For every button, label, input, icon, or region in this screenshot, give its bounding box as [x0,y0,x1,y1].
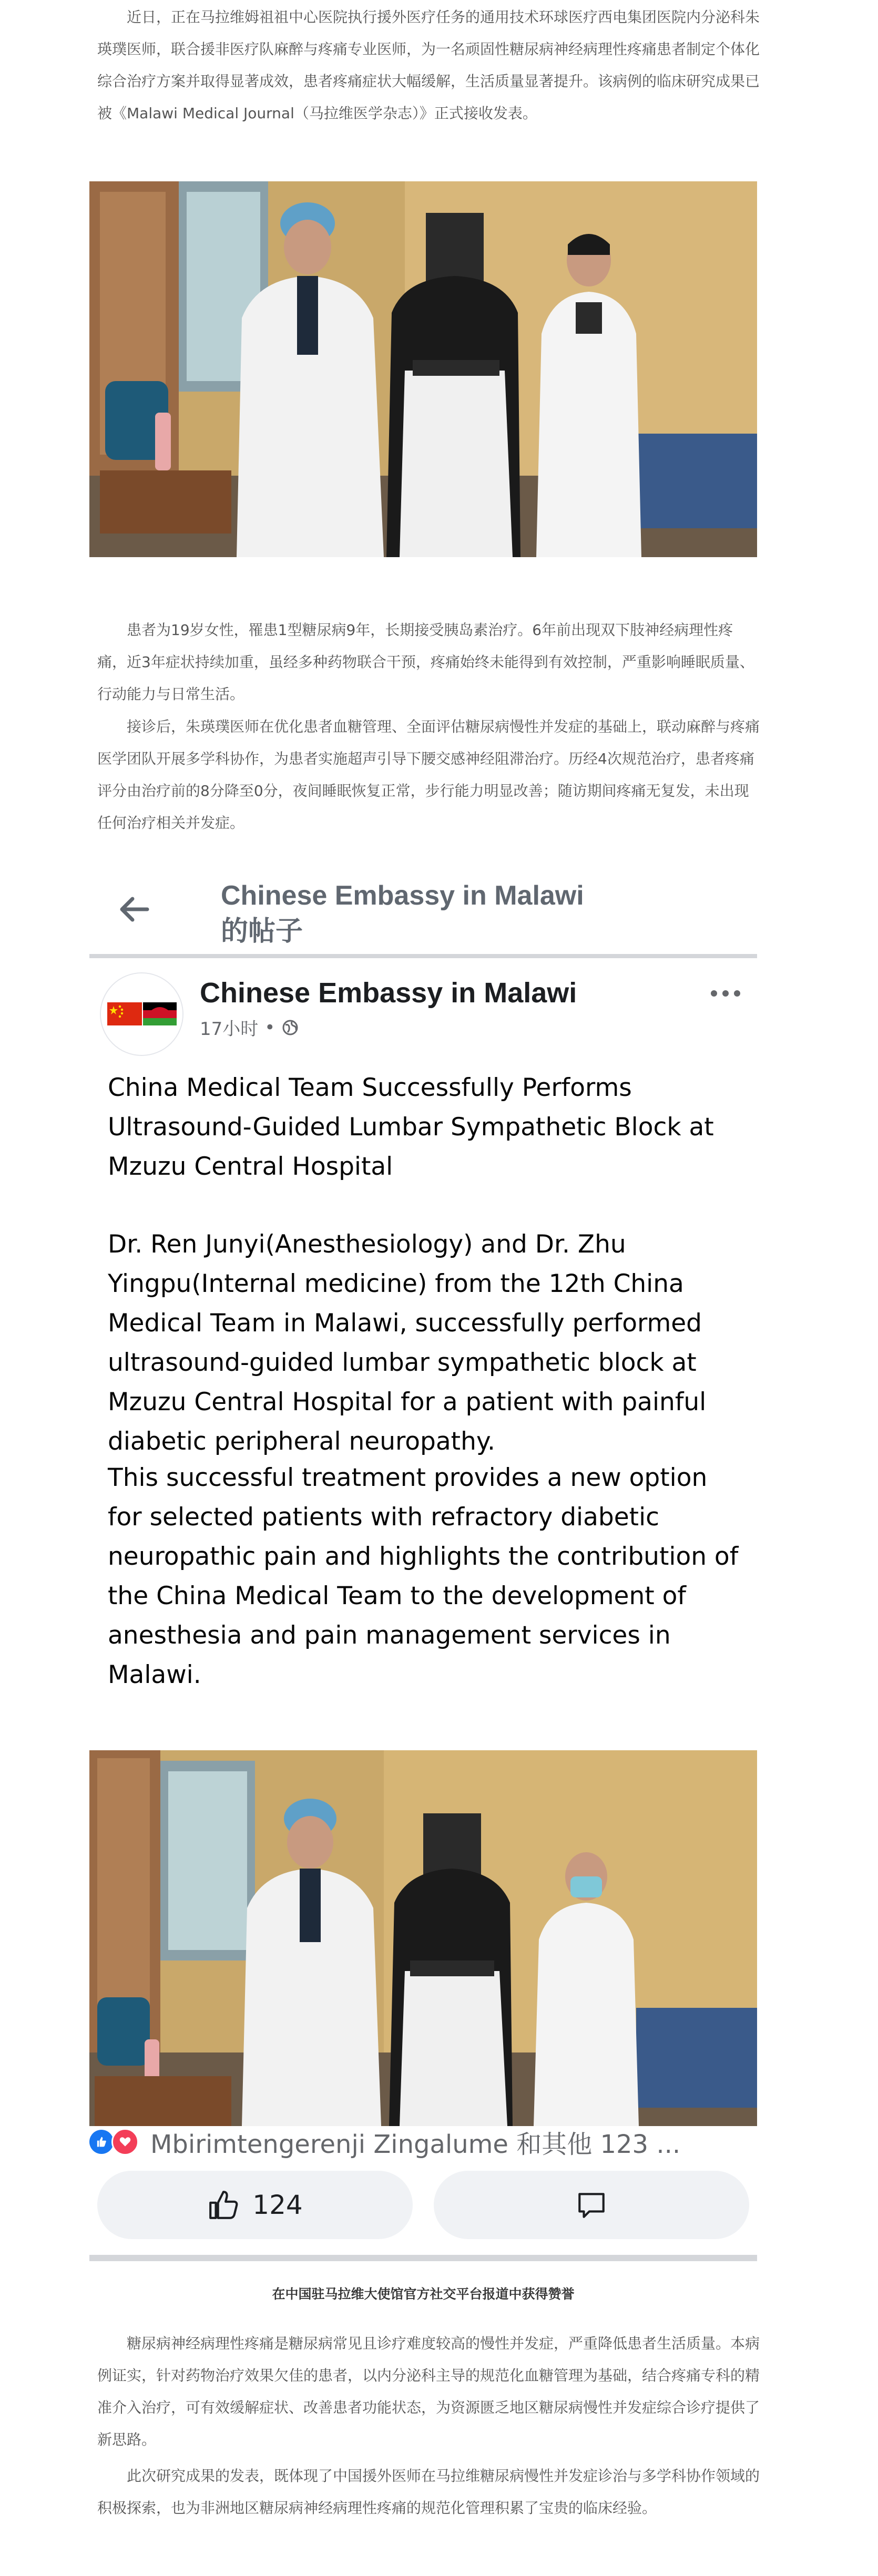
back-arrow-icon[interactable] [116,891,152,928]
like-button[interactable] [97,2171,413,2239]
post-body-second: This successful treatment provides a new option for selected patients with refractory diabetic neuropathic pain and highlights the contribution of the China Medical Team to the development of anesthesia and pain management services in Malawi. [108,1463,739,1689]
reactions-summary[interactable] [89,2121,757,2163]
page-name[interactable]: Chinese Embassy in Malawi [200,977,577,1009]
meta-dot: • [264,1017,275,1038]
fb-header-title-line2: 的帖子 [221,916,303,947]
comment-button[interactable] [434,2171,749,2239]
fb-header-title [221,878,694,949]
avatar[interactable] [100,972,183,1056]
comment-icon [575,2189,608,2221]
article-paragraph-conclusion: 此次研究成果的发表，既体现了中国援外医师在马拉维糖尿病慢性并发症诊治与多学科协作领域的积极探索，也为非洲地区糖尿病神经病理性疼痛的规范化管理积累了宝贵的临床经验。 [97,2467,760,2517]
fb-post-header [89,862,757,957]
thumbs-up-icon [207,2189,240,2221]
globe-icon [281,1019,299,1036]
fb-header-divider [89,954,757,958]
article-paragraph-patient: 患者为19岁女性，罹患1型糖尿病9年，长期接受胰岛素治疗。6年前出现双下肢神经病理性疼痛，近3年症状持续加重，虽经多种药物联合干预，疼痛始终未能得到有效控制，严重影响睡眠质量、行动能力与日常生活。 [97,621,754,703]
post-body-first: Dr. Ren Junyi(Anesthesiology) and Dr. Zhu Yingpu(Internal medicine) from the 12th China Medical Team in Malawi, successfully performed ultrasound-guided lumbar sympathetic block at Mzuzu Central Hospital for a patient with painful diabetic peripheral neuropathy. [108,1230,707,1456]
fb-footer-divider [89,2255,757,2261]
article-paragraph-treatment: 接诊后，朱瑛璞医师在优化患者血糖管理、全面评估糖尿病慢性并发症的基础上，联动麻醉与疼痛医学团队开展多学科协作，为患者实施超声引导下腰交感神经阻滞治疗。历经4次规范治疗，患者疼痛评分由治疗前的8分降至0分，夜间睡眠恢复正常，步行能力明显改善；随访期间疼痛无复发，未出现任何治疗相关并发症。 [97,718,760,832]
reactions-names[interactable]: Mbirimtengerenji Zingalume 和其他 123 ... [150,2129,681,2159]
post-photo-team[interactable] [89,1750,757,2126]
article-paragraph-intro: 近日，正在马拉维姆祖祖中心医院执行援外医疗任务的通用技术环球医疗西电集团医院内分泌科朱瑛璞医师，联合援非医疗队麻醉与疼痛专业医师，为一名顽固性糖尿病神经病理性疼痛患者制定个体化综合治疗方案并取得显著成效，患者疼痛症状大幅缓解，生活质量显著提升。该病例的临床研究成果已被《Malawi Medical Journal（马拉维医学杂志）》正式接收发表。 [97,8,760,122]
article-photo-team [89,181,757,557]
love-reaction-icon [111,2128,139,2156]
like-reaction-icon [89,2130,114,2154]
post-headline: China Medical Team Successfully Performs Ultrasound-Guided Lumbar Sympathetic Block at Mzuzu Central Hospital [108,1073,714,1181]
article-paragraph-significance: 糖尿病神经病理性疼痛是糖尿病常见且诊疗难度较高的慢性并发症，严重降低患者生活质量。本病例证实，针对药物治疗效果欠佳的患者，以内分泌科主导的规范化血糖管理为基础，结合疼痛专科的精准介入治疗，可有效缓解症状、改善患者功能状态，为资源匮乏地区糖尿病慢性并发症综合诊疗提供了新思路。 [97,2335,760,2448]
more-dots-icon[interactable] [705,983,747,1004]
post-time[interactable]: 17小时 [200,1019,259,1040]
embassy-caption: 在中国驻马拉维大使馆官方社交平台报道中获得赞誉 [272,2286,575,2302]
fb-header-title-line1: Chinese Embassy in Malawi [221,880,584,911]
post-meta [200,1014,299,1040]
like-count: 124 [252,2190,303,2220]
